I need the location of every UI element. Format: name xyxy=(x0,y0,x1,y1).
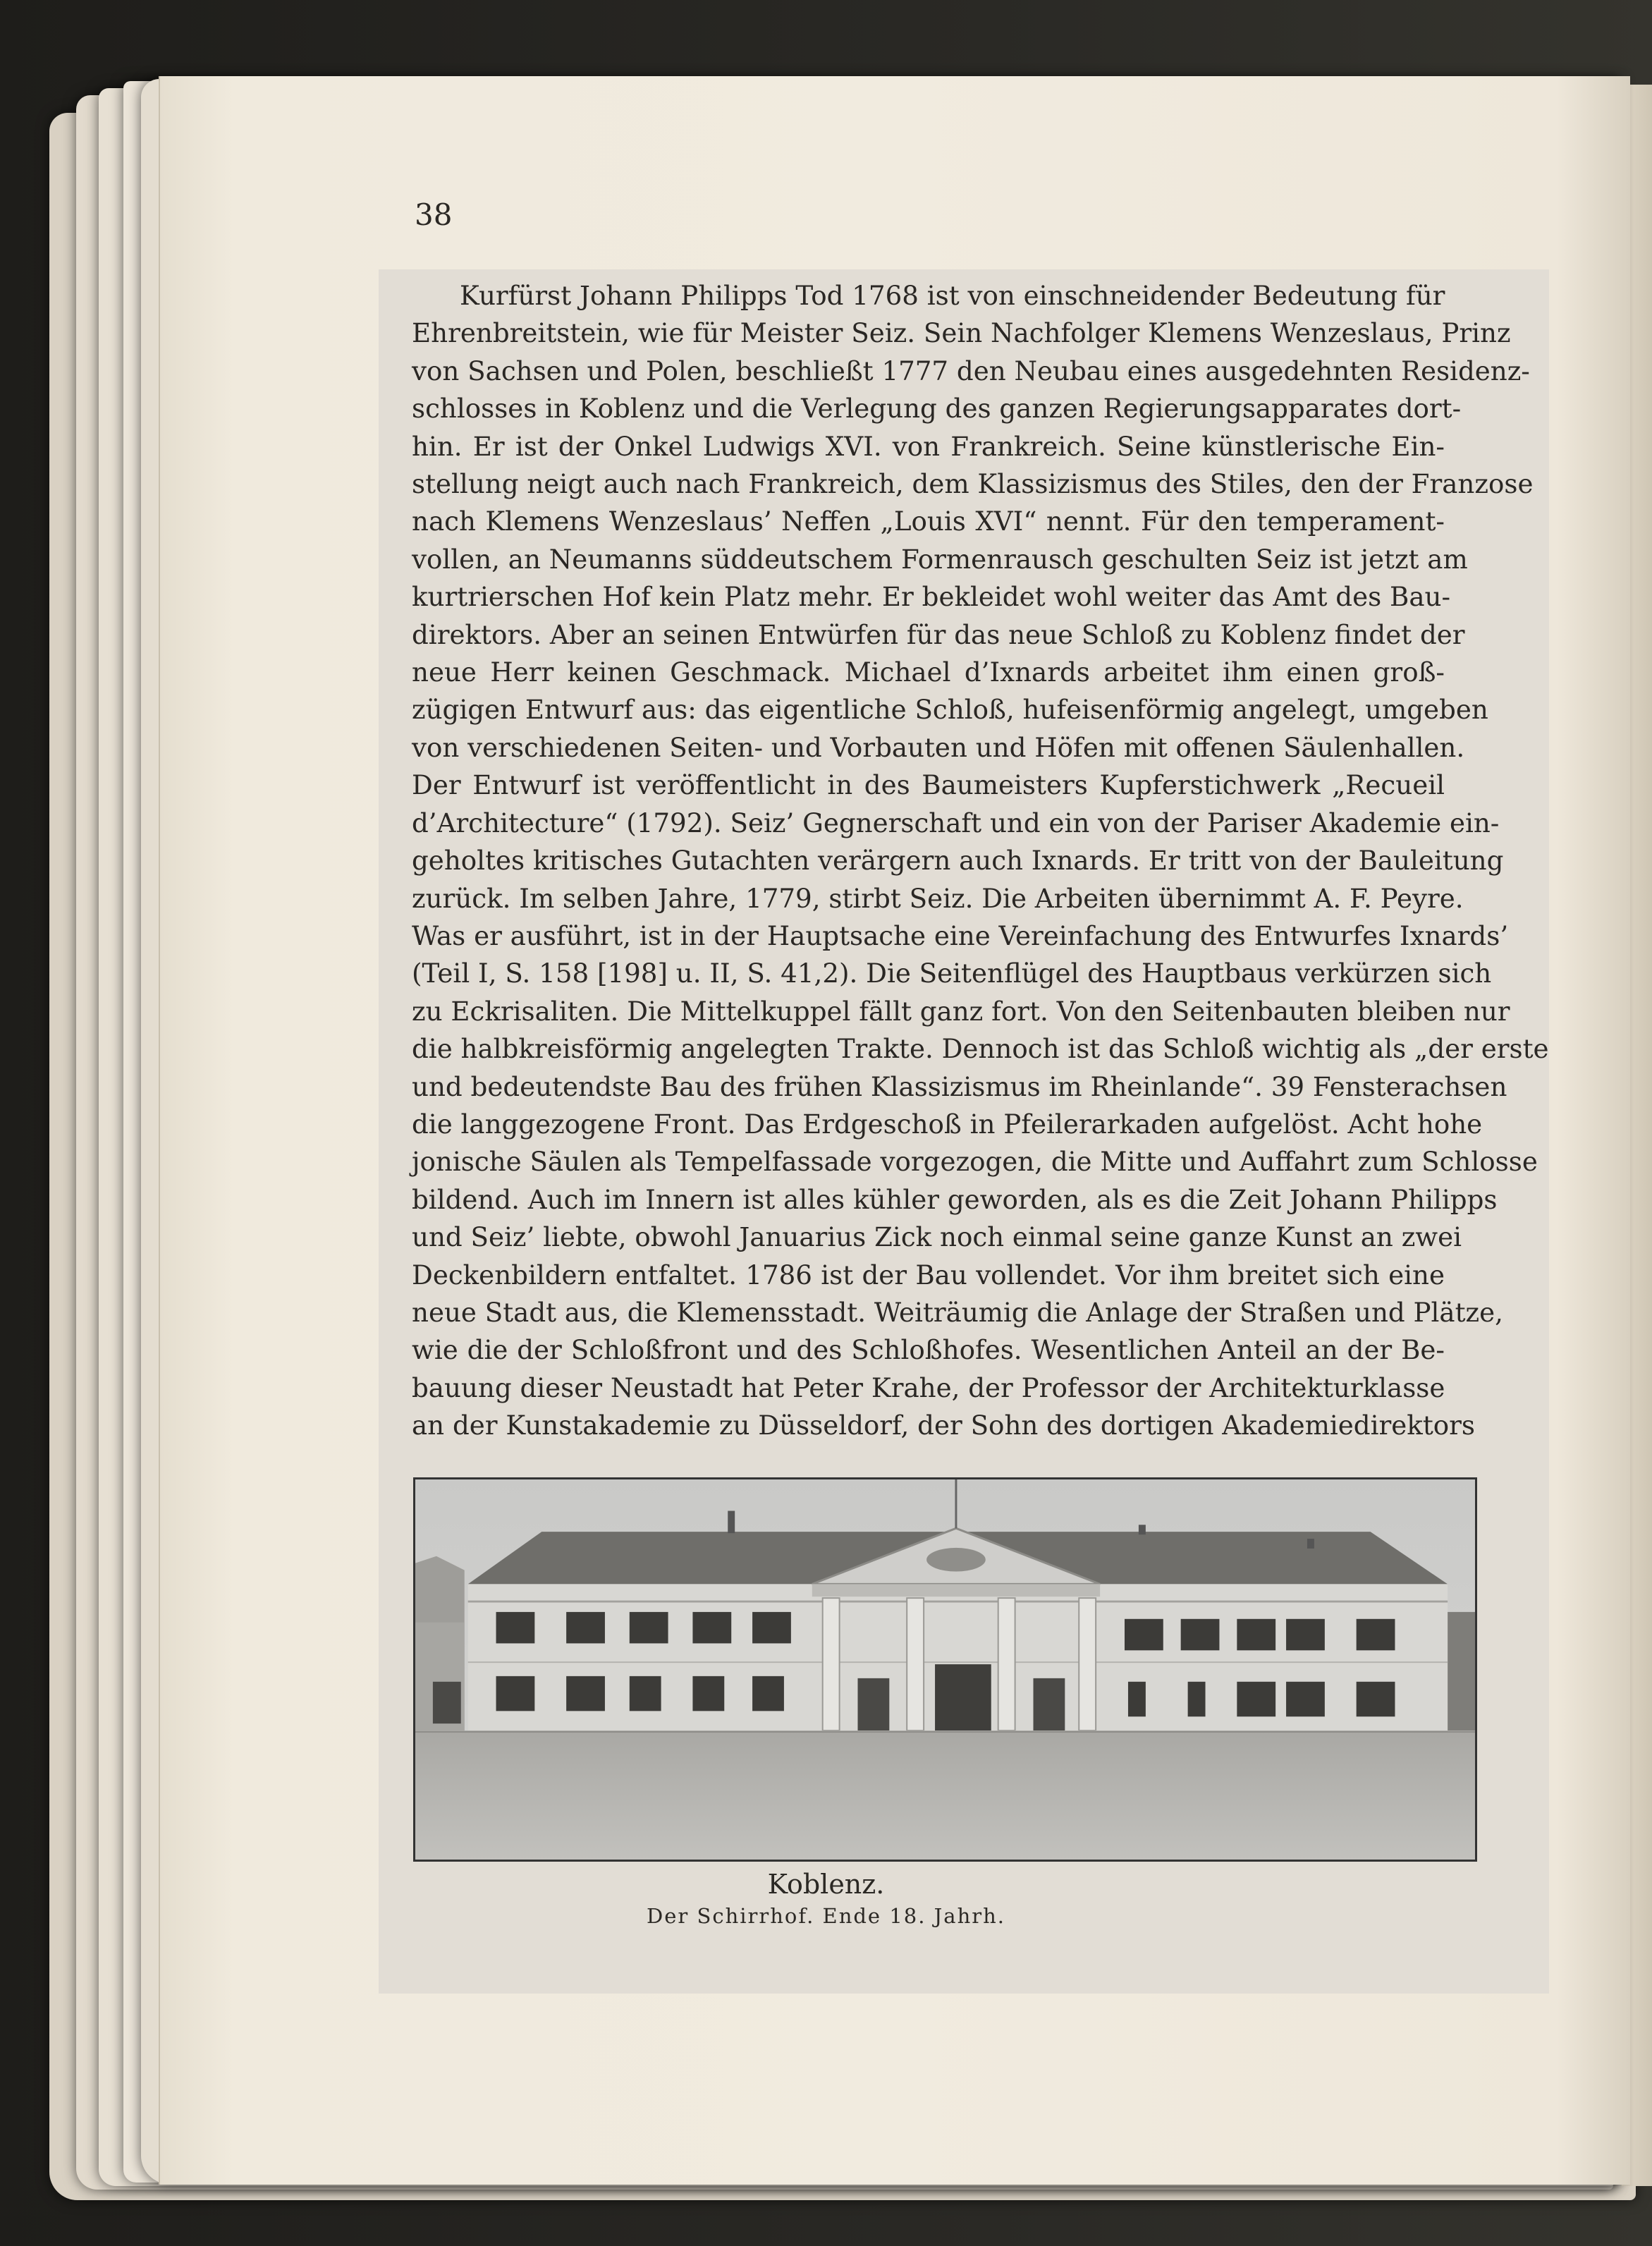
caption-title: Koblenz. xyxy=(767,1869,885,1900)
text-line: geholtes kritisches Gutachten verärgern auch Ixnards. Er tritt von der Bauleitung xyxy=(412,845,1504,877)
text-line: Deckenbildern entfaltet. 1786 ist der Bau vollendet. Vor ihm breitet sich eine xyxy=(412,1259,1445,1290)
text-line: zu Eckrisaliten. Die Mittelkuppel fällt ganz fort. Von den Seitenbauten bleiben nur xyxy=(412,995,1510,1027)
building-photograph xyxy=(413,1477,1477,1862)
text-line: nach Klemens Wenzeslaus’ Neffen „Louis XVI“ nennt. Für den temperament- xyxy=(412,506,1445,537)
text-line: bildend. Auch im Innern ist alles kühler geworden, als es die Zeit Johann Philipps xyxy=(412,1183,1498,1215)
text-line: und Seiz’ liebte, obwohl Januarius Zick noch einmal seine ganze Kunst an zwei xyxy=(412,1221,1462,1253)
text-line: Ehrenbreitstein, wie für Meister Seiz. Sein Nachfolger Klemens Wenzeslaus, Prinz xyxy=(412,317,1511,349)
text-line: Kurfürst Johann Philipps Tod 1768 ist von einschneidender Bedeutung für xyxy=(460,280,1445,311)
text-line: d’Architecture“ (1792). Seiz’ Gegnerschaft und ein von der Pariser Akademie ein- xyxy=(412,807,1500,838)
text-line: neue Stadt aus, die Klemensstadt. Weiträumig die Anlage der Straßen und Plätze, xyxy=(412,1296,1503,1328)
text-line: jonische Säulen als Tempelfassade vorgezogen, die Mitte und Auffahrt zum Schlosse xyxy=(412,1146,1538,1178)
text-line: Was er ausführt, ist in der Hauptsache eine Vereinfachung des Entwurfes Ixnards’ xyxy=(412,920,1509,951)
text-line: die halbkreisförmig angelegten Trakte. Dennoch ist das Schloß wichtig als „der erste xyxy=(412,1033,1549,1065)
text-line: (Teil I, S. 158 [198] u. II, S. 41,2). Die Seitenflügel des Hauptbaus verkürzen sich xyxy=(412,958,1492,989)
text-line: und bedeutendste Bau des frühen Klassizismus im Rheinlande“. 39 Fensterachsen xyxy=(412,1070,1507,1102)
text-line: direktors. Aber an seinen Entwürfen für das neue Schloß zu Koblenz findet der xyxy=(412,618,1465,650)
page-number: 38 xyxy=(415,197,453,232)
text-line: von Sachsen und Polen, beschließt 1777 den Neubau eines ausgedehnten Residenz- xyxy=(412,355,1530,386)
schirrhof-photo-illustration xyxy=(415,1479,1475,1860)
text-line: an der Kunstakademie zu Düsseldorf, der Sohn des dortigen Akademiedirektors xyxy=(412,1410,1476,1441)
text-line: hin. Er ist der Onkel Ludwigs XVI. von Frankreich. Seine künstlerische Ein- xyxy=(412,430,1445,462)
text-line: schlosses in Koblenz und die Verlegung des ganzen Regierungsapparates dort- xyxy=(412,393,1462,425)
text-line: Der Entwurf ist veröffentlicht in des Baumeisters Kupferstichwerk „Recueil xyxy=(412,769,1445,801)
text-line: wie die der Schloßfront und des Schloßhofes. Wesentlichen Anteil an der Be- xyxy=(412,1334,1445,1366)
text-line: bauung dieser Neustadt hat Peter Krahe, der Professor der Architekturklasse xyxy=(412,1372,1445,1403)
text-line: vollen, an Neumanns süddeutschem Formenrausch geschulten Seiz ist jetzt am xyxy=(412,543,1468,575)
body-text xyxy=(412,277,1549,1445)
text-line: von verschiedenen Seiten- und Vorbauten und Höfen mit offenen Säulenhallen. xyxy=(412,731,1465,763)
text-line: kurtrierschen Hof kein Platz mehr. Er bekleidet wohl weiter das Amt des Bau- xyxy=(412,581,1451,613)
caption-subtitle: Der Schirrhof. Ende 18. Jahrh. xyxy=(646,1904,1006,1928)
text-line: stellung neigt auch nach Frankreich, dem Klassizismus des Stiles, den der Franzose xyxy=(412,468,1534,500)
text-line: zügigen Entwurf aus: das eigentliche Schloß, hufeisenförmig angelegt, umgeben xyxy=(412,694,1488,726)
text-line: die langgezogene Front. Das Erdgeschoß in Pfeilerarkaden aufgelöst. Acht hohe xyxy=(412,1108,1483,1140)
text-line: zurück. Im selben Jahre, 1779, stirbt Seiz. Die Arbeiten übernimmt A. F. Peyre. xyxy=(412,882,1464,914)
text-line: neue Herr keinen Geschmack. Michael d’Ixnards arbeitet ihm einen groß- xyxy=(412,657,1445,688)
